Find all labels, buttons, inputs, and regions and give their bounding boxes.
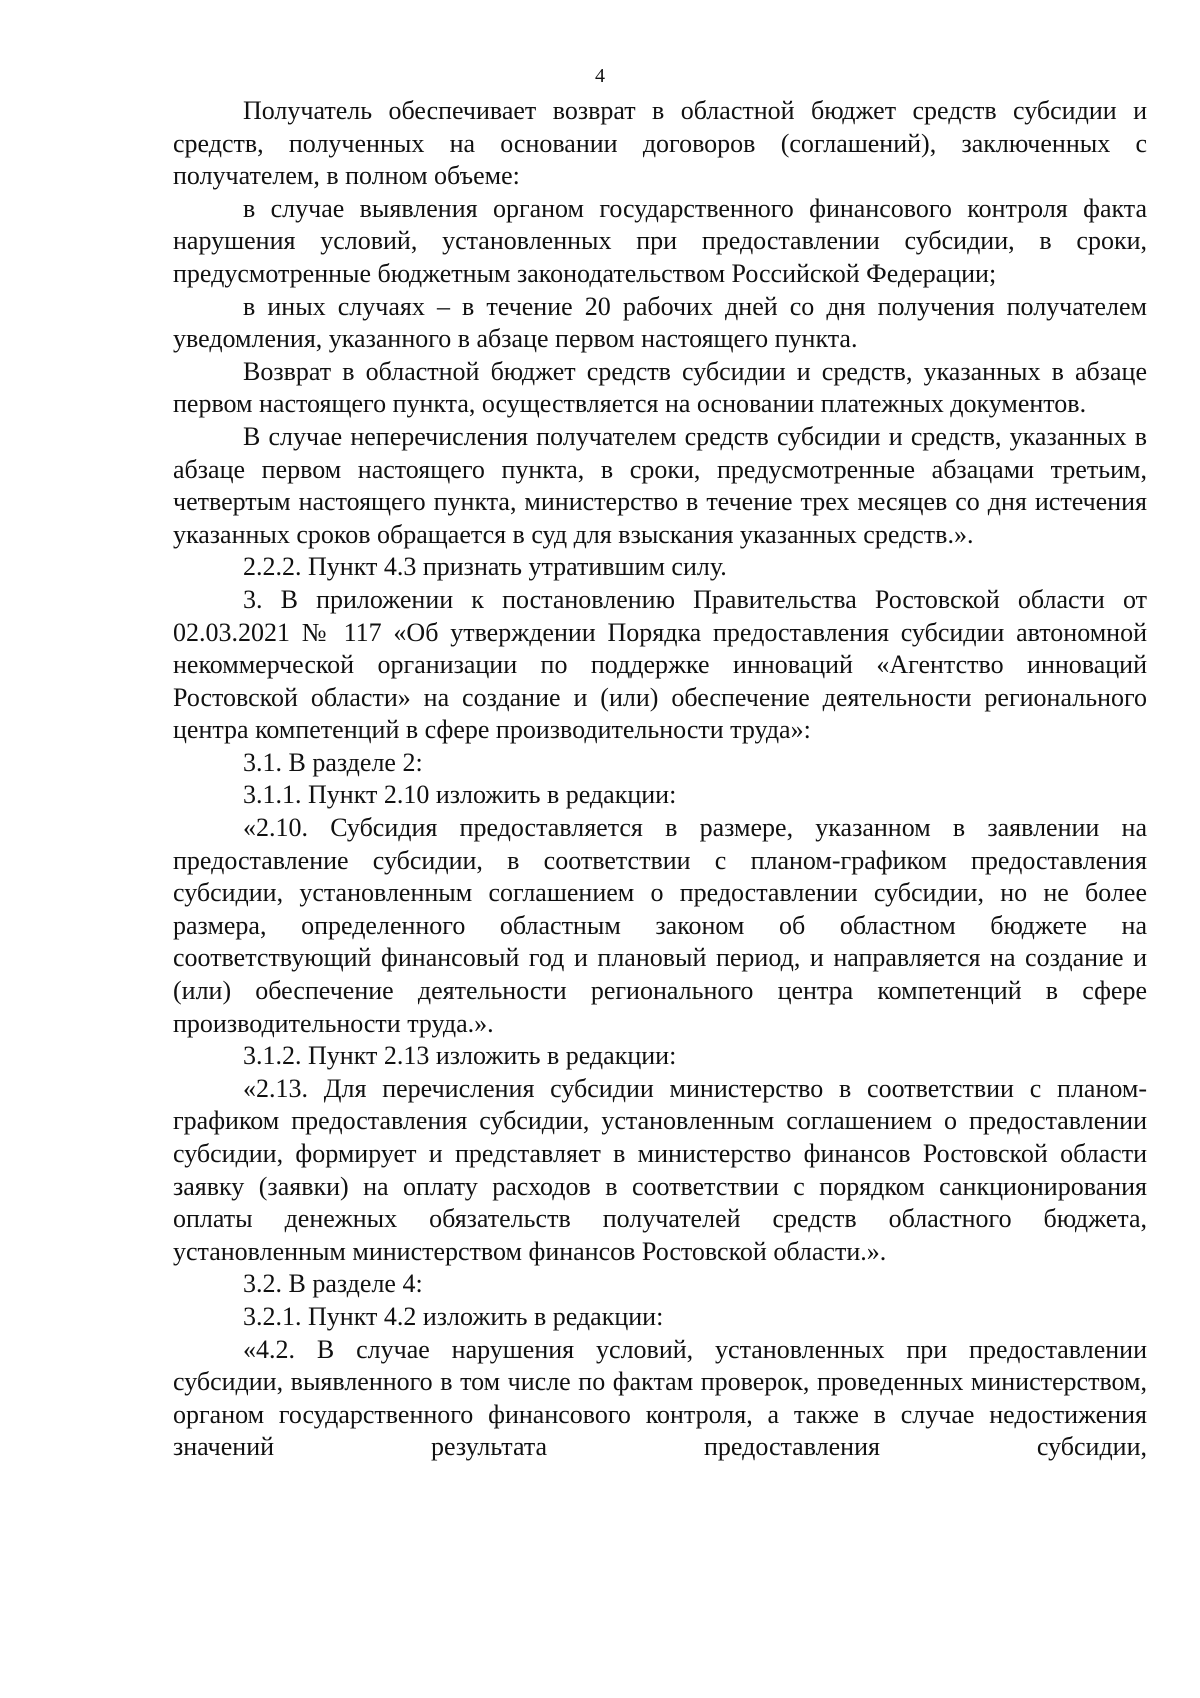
document-body: [173, 95, 1147, 1464]
paragraph: 3.1. В разделе 2:: [243, 747, 423, 777]
paragraph: «2.13. Для перечисления субсидии министерство в соответствии с планом-графиком предоставления субсидии, установленным соглашением о предоставлении субсидии, формирует и представляет в министерство финансов Ростовской области заявку (заявки) на оплату расходов в соответствии с порядком санкционирования оплаты денежных обязательств получателей средств областного бюджета, установленным министерством финансов Ростовской области.».: [173, 1073, 1147, 1266]
paragraph: Возврат в областной бюджет средств субсидии и средств, указанных в абзаце первом настоящего пункта, осуществляется на основании платежных документов.: [173, 356, 1147, 419]
paragraph: Получатель обеспечивает возврат в областной бюджет средств субсидии и средств, полученных на основании договоров (соглашений), заключенных с получателем, в полном объеме:: [173, 96, 1147, 191]
paragraph: В случае неперечисления получателем средств субсидии и средств, указанных в абзаце первом настоящего пункта, в сроки, предусмотренные абзацами третьим, четвертым настоящего пункта, министерство в течение трех месяцев со дня истечения указанных сроков обращается в суд для взыскания указанных средств.».: [173, 421, 1147, 549]
paragraph: 3.2. В разделе 4:: [243, 1269, 423, 1299]
paragraph: 3. В приложении к постановлению Правительства Ростовской области от 02.03.2021 № 117 «Об утверждении Порядка предоставления субсидии автономной некоммерческой организации по поддержке инноваций «Агентство инноваций Ростовской области» на создание и (или) обеспечение деятельности регионального центра компетенций в сфере производительности труда»:: [173, 584, 1147, 745]
paragraph: 3.2.1. Пункт 4.2 изложить в редакции:: [243, 1301, 664, 1331]
paragraph: 3.1.2. Пункт 2.13 изложить в редакции:: [243, 1041, 677, 1071]
paragraph: в случае выявления органом государственного финансового контроля факта нарушения условий, установленных при предоставлении субсидии, в сроки, предусмотренные бюджетным законодательством Российской Федерации;: [173, 193, 1147, 288]
paragraph: 2.2.2. Пункт 4.3 признать утратившим силу.: [243, 552, 727, 582]
paragraph: в иных случаях – в течение 20 рабочих дней со дня получения получателем уведомления, указанного в абзаце первом настоящего пункта.: [173, 291, 1147, 354]
page-number: 4: [595, 65, 605, 87]
paragraph: 3.1.1. Пункт 2.10 изложить в редакции:: [243, 780, 677, 810]
paragraph: «4.2. В случае нарушения условий, установленных при предоставлении субсидии, выявленного в том числе по фактам проверок, проведенных министерством, органом государственного финансового контроля, а также в случае недостижения значений результата предоставления субсидии,: [173, 1334, 1147, 1462]
paragraph: «2.10. Субсидия предоставляется в размере, указанном в заявлении на предоставление субсидии, в соответствии с планом-графиком предоставления субсидии, установленным соглашением о предоставлении субсидии, но не более размера, определенного областным законом об областном бюджете на соответствующий финансовый год и плановый период, и направляется на создание и (или) обеспечение деятельности регионального центра компетенций в сфере производительности труда.».: [173, 813, 1147, 1038]
